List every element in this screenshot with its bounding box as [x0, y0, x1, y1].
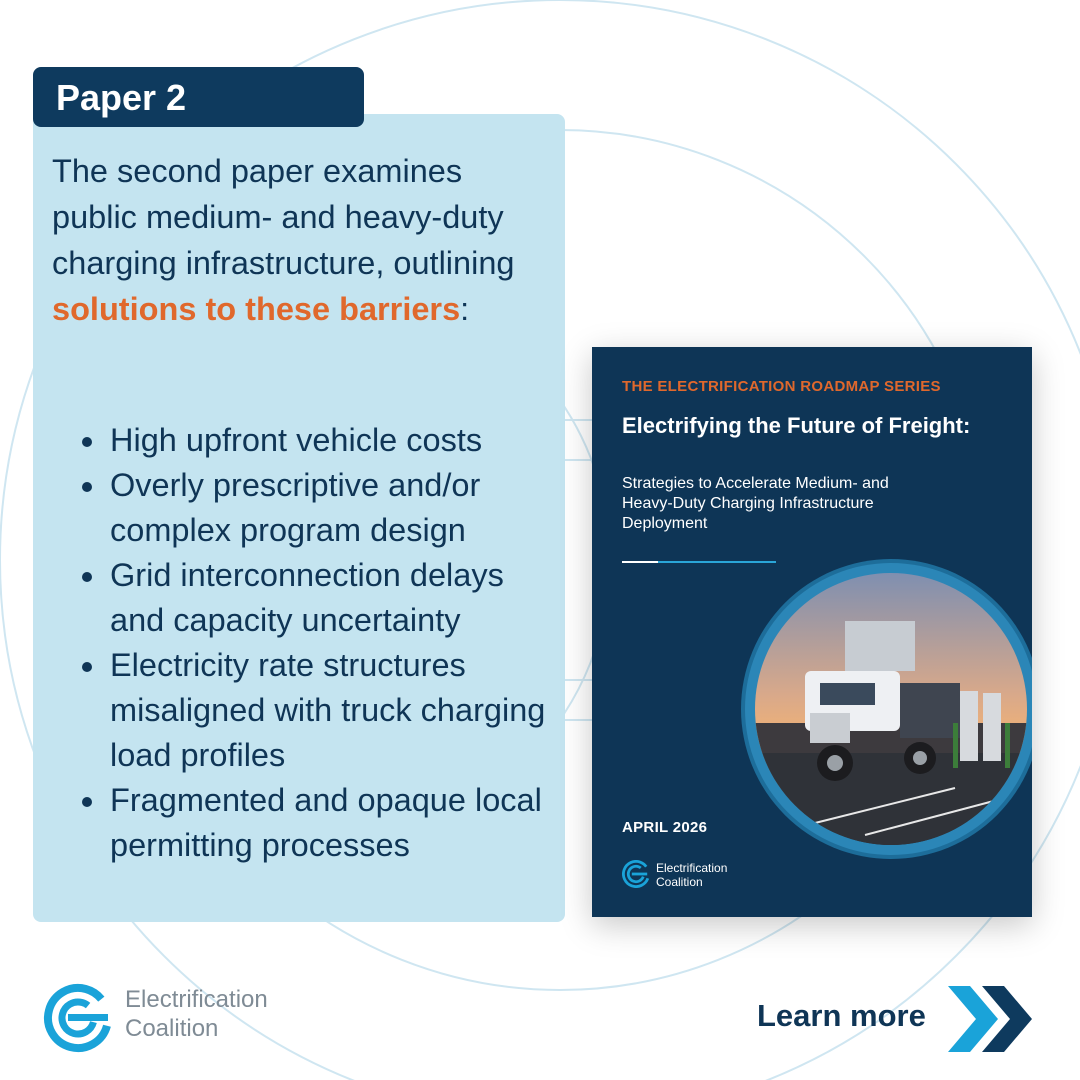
intro-text-after: :: [460, 291, 470, 327]
list-item: [52, 643, 552, 778]
list-item: [52, 778, 552, 868]
cover-title: Electrifying the Future of Freight:: [622, 413, 971, 438]
cover-series: THE ELECTRIFICATION ROADMAP SERIES: [622, 378, 941, 395]
bullet-dot: [82, 437, 92, 447]
intro-highlight: solutions to these barriers: [52, 291, 461, 327]
cover-logo-text: Electrification Coalition: [656, 861, 728, 889]
intro-paragraph: [52, 148, 552, 332]
truck-photo-illustration: [755, 573, 1027, 845]
list-item-text: Overly prescriptive and/or complex program design: [110, 467, 481, 548]
footer-logo-text: Electrification Coalition: [125, 986, 268, 1042]
list-item: [52, 553, 552, 643]
list-item-text: Grid interconnection delays and capacity uncertainty: [110, 557, 504, 638]
cover-date: APRIL 2026: [622, 819, 708, 836]
report-cover[interactable]: [592, 347, 1032, 917]
learn-more-link[interactable]: Learn more: [757, 998, 926, 1033]
cover-subtitle: Strategies to Accelerate Medium- and Heavy-Duty Charging Infrastructure Deployment: [622, 475, 889, 532]
bullet-dot: [82, 482, 92, 492]
electrification-coalition-logo-icon: [43, 983, 113, 1053]
list-item-text: High upfront vehicle costs: [110, 422, 483, 458]
barrier-list: [52, 418, 552, 868]
intro-text-before: The second paper examines public medium- and heavy-duty charging infrastructure, outlining: [52, 153, 515, 281]
electrification-coalition-logo-icon: [622, 860, 650, 888]
paper-tag-label: Paper 2: [56, 77, 187, 118]
list-item: [52, 418, 552, 463]
double-chevron-right-icon[interactable]: [948, 986, 1032, 1052]
cover-divider-accent: [622, 561, 658, 563]
bullet-dot: [82, 572, 92, 582]
list-item-text: Electricity rate structures misaligned with truck charging load profiles: [110, 647, 546, 773]
bullet-dot: [82, 797, 92, 807]
bullet-dot: [82, 662, 92, 672]
list-item: [52, 463, 552, 553]
paper-tag: [33, 67, 364, 127]
list-item-text: Fragmented and opaque local permitting processes: [110, 782, 542, 863]
cover-truck-photo: [755, 573, 1027, 845]
